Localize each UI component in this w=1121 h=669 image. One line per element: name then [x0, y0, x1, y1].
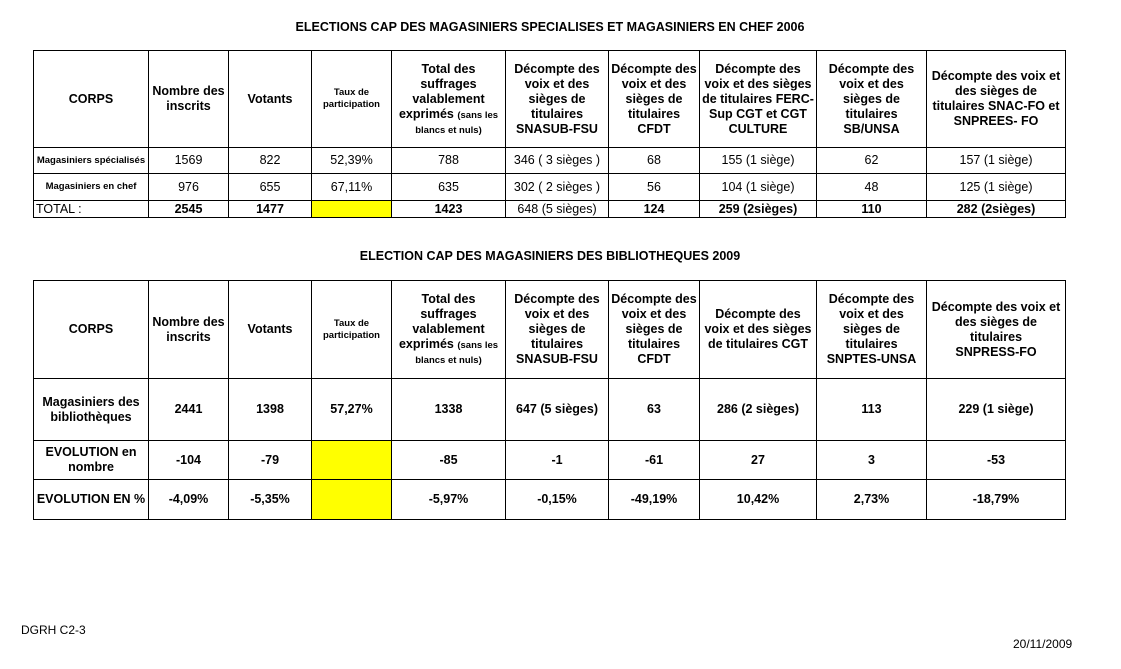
header-unsa	[817, 51, 927, 148]
cell-votants: 822	[229, 148, 312, 174]
header-total-main: Total des suffrages valablement exprimés	[398, 292, 485, 351]
footer-date: 20/11/2009	[1013, 637, 1073, 651]
header-fo-org: SNPRESS-FO	[955, 344, 1037, 359]
cell-cgt: 259 (2sièges)	[700, 201, 817, 218]
header-snasub-org: SNASUB-FSU	[516, 121, 598, 136]
cell-corps: EVOLUTION en nombre	[34, 441, 149, 480]
cell-unsa: 62	[817, 148, 927, 174]
cell-corps: EVOLUTION EN %	[34, 480, 149, 520]
header-total	[392, 51, 506, 148]
cell-unsa: 3	[817, 441, 927, 480]
header-row	[34, 51, 1066, 148]
cell-fo: 229 (1 siège)	[927, 379, 1066, 441]
cell-cfdt: -61	[609, 441, 700, 480]
cell-snasub: -1	[506, 441, 609, 480]
cell-inscrits: 1569	[149, 148, 229, 174]
cell-total: 1423	[392, 201, 506, 218]
cell-cgt: 27	[700, 441, 817, 480]
table1-title: ELECTIONS CAP DES MAGASINIERS SPECIALISES ET MAGASINIERS EN CHEF 2006	[295, 20, 805, 34]
header-cgt: Décompte des voix et des sièges de titulaires CGT	[700, 281, 817, 379]
cell-fo: -18,79%	[927, 480, 1066, 520]
table-2009	[33, 280, 1066, 520]
header-unsa-org: SB/UNSA	[843, 121, 900, 136]
cell-cgt: 155 (1 siège)	[700, 148, 817, 174]
table-2006	[33, 50, 1066, 218]
cell-fo: 282 (2sièges)	[927, 201, 1066, 218]
header-unsa-text: Décompte des voix et des sièges de titulaires	[828, 61, 915, 121]
cell-taux-highlight	[312, 480, 392, 520]
cell-taux-highlight	[312, 441, 392, 480]
header-unsa	[817, 281, 927, 379]
cell-total: -85	[392, 441, 506, 480]
cell-inscrits: 2545	[149, 201, 229, 218]
header-corps: CORPS	[34, 281, 149, 379]
header-unsa-text: Décompte des voix et des sièges de titulaires	[828, 292, 915, 351]
header-snasub-text: Décompte des voix et des sièges de titulaires	[514, 292, 600, 351]
header-total	[392, 281, 506, 379]
cell-taux: 52,39%	[312, 148, 392, 174]
cell-cfdt: 124	[609, 201, 700, 218]
header-inscrits: Nombre des inscrits	[149, 51, 229, 148]
header-votants: Votants	[229, 51, 312, 148]
header-taux: Taux de participation	[312, 281, 392, 379]
header-fo	[927, 281, 1066, 379]
cell-snasub: -0,15%	[506, 480, 609, 520]
cell-cgt: 10,42%	[700, 480, 817, 520]
header-fo: Décompte des voix et des sièges de titulaires SNAC-FO et SNPREES- FO	[927, 51, 1066, 148]
cell-unsa: 2,73%	[817, 480, 927, 520]
cell-cgt: 286 (2 sièges)	[700, 379, 817, 441]
cell-taux: 67,11%	[312, 174, 392, 201]
header-row	[34, 281, 1066, 379]
header-unsa-org: SNPTES-UNSA	[826, 352, 917, 366]
cell-corps: Magasiniers spécialisés	[34, 148, 149, 174]
cell-snasub: 302 ( 2 sièges )	[506, 174, 609, 201]
header-cgt: Décompte des voix et des sièges de titulaires FERC-Sup CGT et CGT CULTURE	[700, 51, 817, 148]
header-taux: Taux de participation	[312, 51, 392, 148]
cell-corps: Magasiniers des bibliothèques	[34, 379, 149, 441]
header-total-main: Total des suffrages valablement exprimés	[398, 61, 485, 121]
cell-cgt: 104 (1 siège)	[700, 174, 817, 201]
header-snasub-text: Décompte des voix et des sièges de titulaires	[514, 61, 600, 121]
cell-cfdt: 56	[609, 174, 700, 201]
cell-cfdt: -49,19%	[609, 480, 700, 520]
cell-inscrits: 976	[149, 174, 229, 201]
header-snasub	[506, 51, 609, 148]
header-cfdt: Décompte des voix et des sièges de titulaires CFDT	[609, 51, 700, 148]
header-snasub	[506, 281, 609, 379]
cell-votants: -5,35%	[229, 480, 312, 520]
cell-votants: 1398	[229, 379, 312, 441]
cell-fo: 157 (1 siège)	[927, 148, 1066, 174]
table-row	[34, 441, 1066, 480]
cell-snasub: 647 (5 sièges)	[506, 379, 609, 441]
cell-taux: 57,27%	[312, 379, 392, 441]
table-row	[34, 480, 1066, 520]
header-total-note: (sans les blancs et nuls)	[415, 109, 499, 136]
cell-inscrits: -104	[149, 441, 229, 480]
table2-title: ELECTION CAP DES MAGASINIERS DES BIBLIOTHEQUES 2009	[359, 249, 741, 263]
cell-fo: 125 (1 siège)	[927, 174, 1066, 201]
footer-department: DGRH C2-3	[21, 623, 86, 637]
header-inscrits: Nombre des inscrits	[149, 281, 229, 379]
cell-taux-highlight	[312, 201, 392, 218]
cell-corps: TOTAL :	[34, 201, 149, 218]
cell-inscrits: 2441	[149, 379, 229, 441]
cell-cfdt: 63	[609, 379, 700, 441]
cell-votants: 1477	[229, 201, 312, 218]
table-row	[34, 148, 1066, 174]
table-row	[34, 174, 1066, 201]
cell-corps: Magasiniers en chef	[34, 174, 149, 201]
cell-snasub: 346 ( 3 sièges )	[506, 148, 609, 174]
cell-unsa: 113	[817, 379, 927, 441]
cell-unsa: 48	[817, 174, 927, 201]
table-row	[34, 379, 1066, 441]
cell-inscrits: -4,09%	[149, 480, 229, 520]
cell-snasub: 648 (5 sièges)	[506, 201, 609, 218]
cell-total: -5,97%	[392, 480, 506, 520]
cell-total: 1338	[392, 379, 506, 441]
cell-total: 635	[392, 174, 506, 201]
header-corps: CORPS	[34, 51, 149, 148]
header-fo-text: Décompte des voix et des sièges de titulaires	[931, 299, 1061, 344]
cell-cfdt: 68	[609, 148, 700, 174]
cell-votants: -79	[229, 441, 312, 480]
cell-total: 788	[392, 148, 506, 174]
header-total-note: (sans les blancs et nuls)	[415, 340, 499, 366]
header-snasub-org: SNASUB-FSU	[516, 352, 598, 366]
cell-unsa: 110	[817, 201, 927, 218]
header-cfdt: Décompte des voix et des sièges de titulaires CFDT	[609, 281, 700, 379]
cell-votants: 655	[229, 174, 312, 201]
header-votants: Votants	[229, 281, 312, 379]
total-row	[34, 201, 1066, 218]
cell-fo: -53	[927, 441, 1066, 480]
